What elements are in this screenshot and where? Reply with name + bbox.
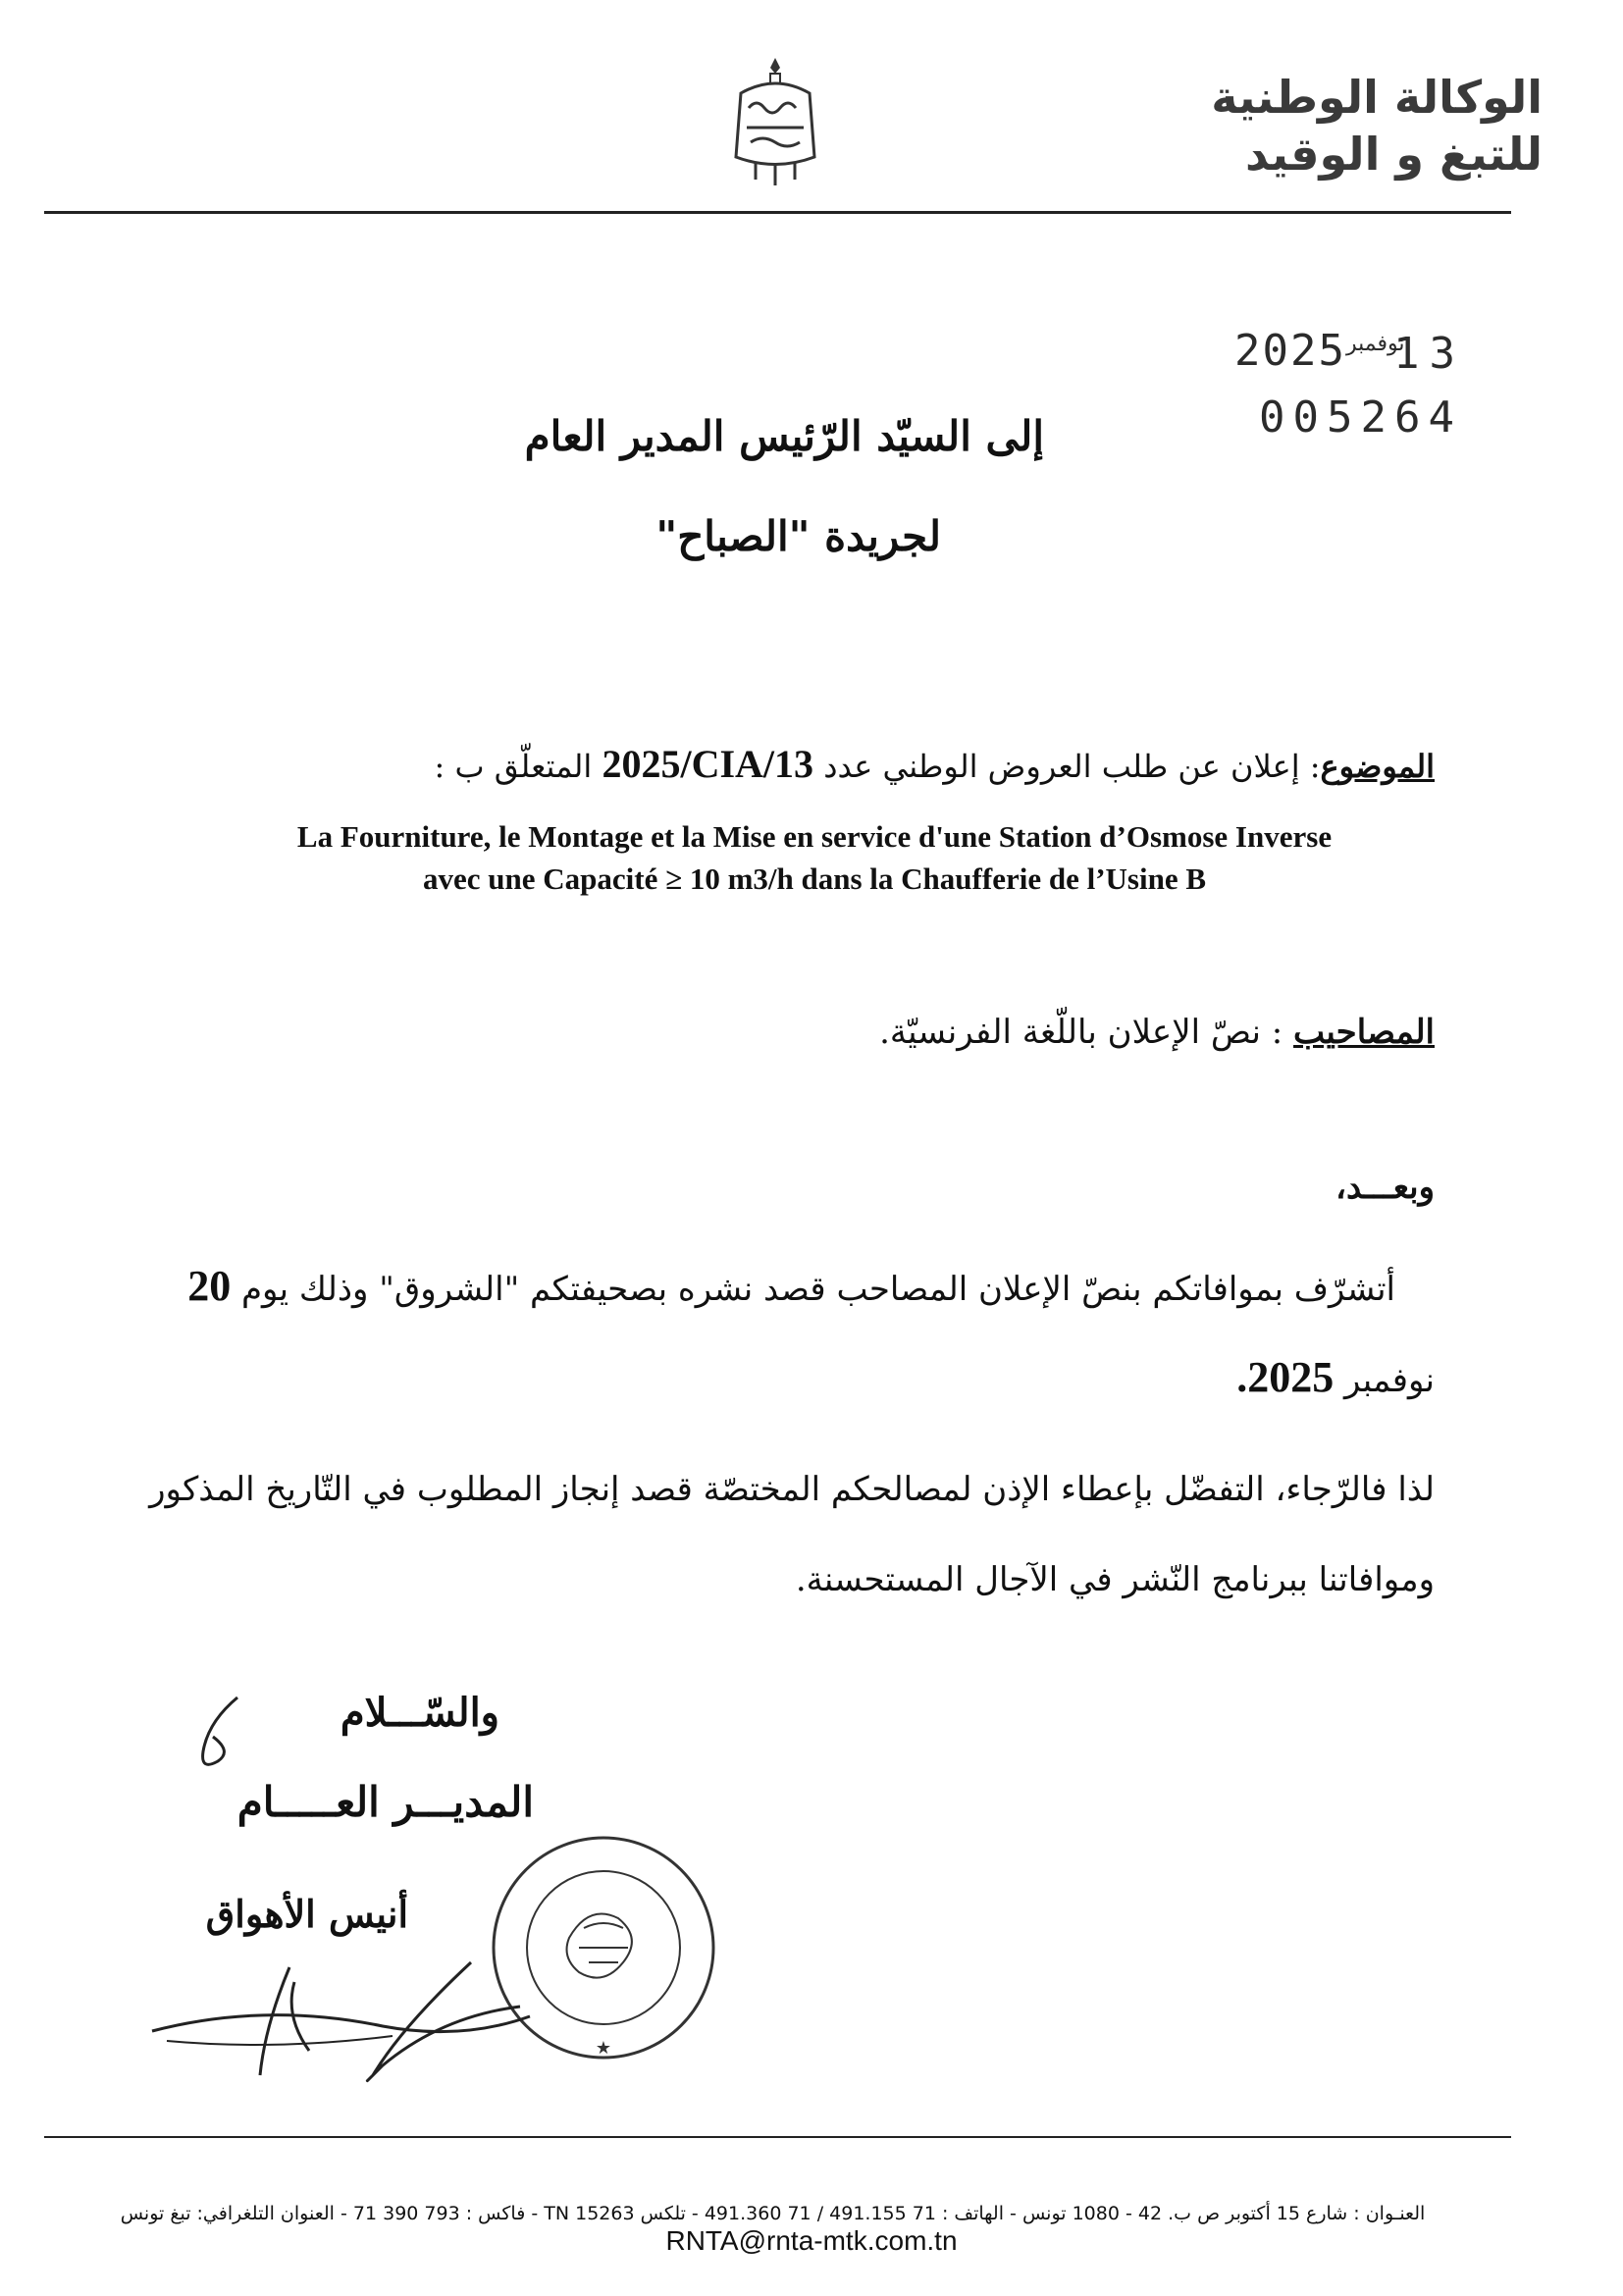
signer-title: المديـــر العـــــام	[236, 1778, 534, 1826]
paragraph1-text: أتشرّف بموافاتكم بنصّ الإعلان المصاحب قصد نشره بصحيفتكم "الشروق" وذلك يوم	[231, 1270, 1395, 1309]
attachment-line	[879, 1013, 1435, 1052]
closing-greeting: والسّـــلام	[340, 1690, 499, 1736]
handwritten-signature	[147, 1957, 559, 2095]
organization-logo	[721, 54, 829, 191]
paragraph1-line2	[1236, 1352, 1435, 1402]
svg-text:★: ★	[595, 2038, 612, 2059]
footer-email[interactable]: RNTA@rnta-mtk.com.tn	[665, 2225, 958, 2256]
subject-text-after: المتعلّق ب :	[434, 748, 602, 785]
stamp-day: 13	[1393, 329, 1465, 379]
reference-number: 005264	[1259, 392, 1462, 443]
stamp-month: نوفمبر	[1346, 332, 1405, 356]
addressee-line2: لجريدة "الصباح"	[655, 512, 941, 560]
header-divider	[44, 211, 1511, 214]
subject-line	[435, 741, 1435, 787]
subject-french-line1: La Fourniture, le Montage et la Mise en service d'une Station d’Osmose Inverse	[296, 819, 1333, 854]
publication-year: 2025	[1247, 1353, 1335, 1401]
publication-day: 20	[187, 1262, 232, 1310]
signer-name: أنيس الأهواق	[205, 1892, 408, 1936]
organization-name-line2: للتبغ و الوقيد	[1245, 128, 1543, 181]
subject-french-line2: avec une Capacité ≥ 10 m3/h dans la Chaufferie de l’Usine B	[422, 861, 1207, 896]
attachment-label: المصاحيب	[1293, 1013, 1435, 1052]
attachment-text: : نصّ الإعلان باللّغة الفرنسيّة.	[879, 1013, 1294, 1052]
salutation: وبعـــد،	[1335, 1168, 1435, 1207]
subject-reference: 2025/CIA/13	[602, 742, 814, 786]
paragraph1-month: نوفمبر	[1334, 1361, 1435, 1400]
paragraph1-end: .	[1236, 1353, 1248, 1401]
paragraph2-line1: لذا فالرّجاء، التفضّل بإعطاء الإذن لمصالحكم المختصّة قصد إنجاز المطلوب في التّاريخ المذكور	[149, 1470, 1435, 1509]
paragraph2-line2: وموافاتنا ببرنامج النّشر في الآجال المستحسنة.	[795, 1560, 1435, 1599]
subject-label: الموضوع	[1320, 748, 1435, 785]
stamp-year: 2025	[1234, 326, 1346, 376]
organization-name-line1: الوكالة الوطنية	[1211, 71, 1543, 124]
handwritten-initial	[188, 1693, 257, 1781]
footer-address: العنـوان : شارع 15 أكتوبر ص ب. 42 - 1080 تونس - الهاتف : 71 491.155 / 71 491.360 - تلكس TN 15263 - فاكس : 793 390 71 - العنوان التلغرافي: تبغ تونس	[120, 2203, 1426, 2224]
addressee-line1: إلى السيّد الرّئيس المدير العام	[524, 412, 1044, 460]
paragraph1-line1	[187, 1261, 1395, 1311]
subject-text-before: : إعلان عن طلب العروض الوطني عدد	[813, 748, 1321, 785]
footer-divider	[44, 2136, 1511, 2138]
